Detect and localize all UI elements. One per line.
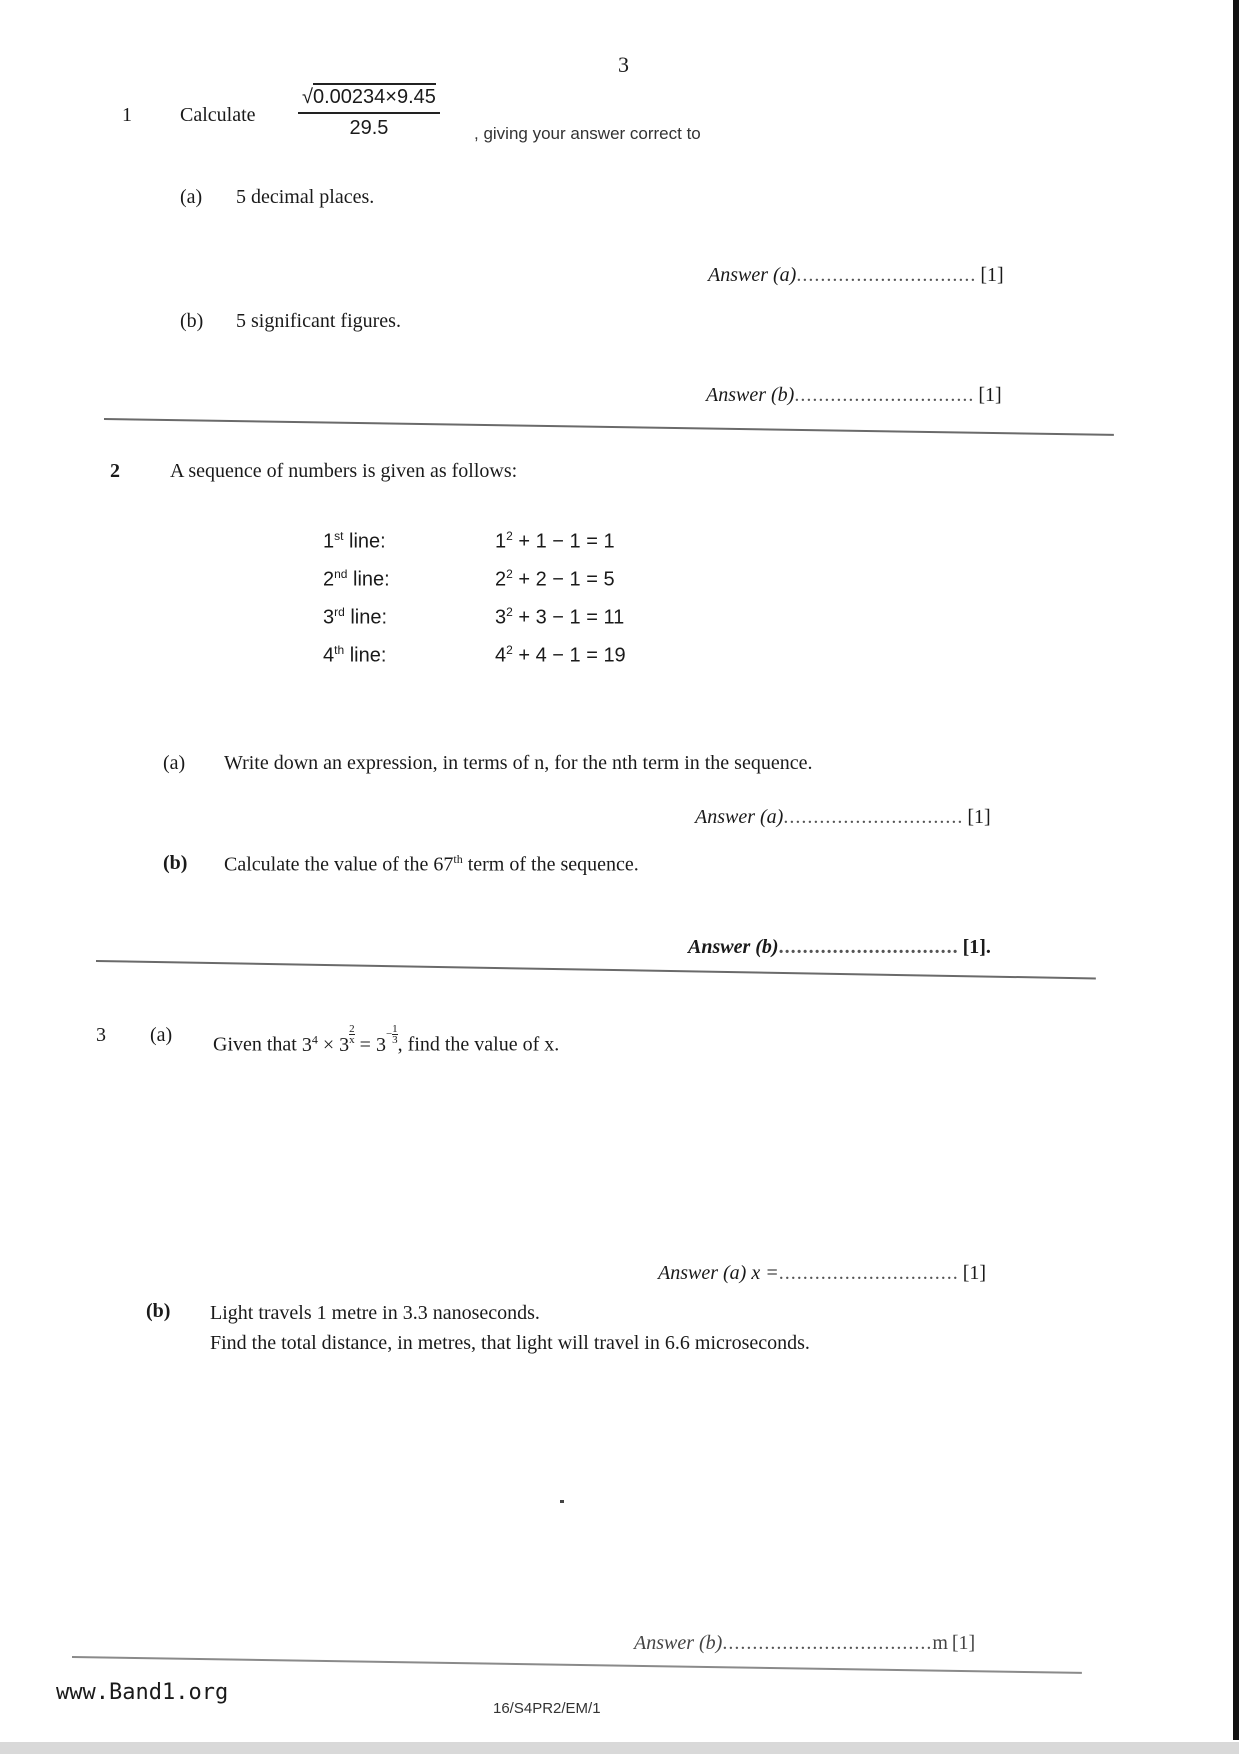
mark-allocation: [1] <box>951 1632 976 1654</box>
fraction-numerator <box>298 86 440 114</box>
section-divider <box>104 418 1114 436</box>
footer-website: www.Band1.org <box>56 1680 229 1705</box>
line-label: 4th line: <box>323 642 387 667</box>
question-2-number: 2 <box>110 460 120 482</box>
mark-allocation: [1] <box>980 264 1004 286</box>
line-label: 2nd line: <box>323 566 390 591</box>
q1a-answer-line <box>708 264 1004 287</box>
question-1-fraction <box>298 86 440 140</box>
question-1-prompt-start: Calculate <box>180 104 256 126</box>
answer-blank[interactable]: .............................. <box>794 384 975 406</box>
question-1-prompt-end: , giving your answer correct to <box>474 124 701 143</box>
section-divider <box>72 1656 1082 1674</box>
q2b-text: Calculate the value of the 67th term of the sequence. <box>224 852 639 876</box>
answer-blank[interactable]: .............................. <box>796 264 977 286</box>
q3a-label: (a) <box>150 1024 173 1046</box>
answer-label: Answer (a) <box>695 806 784 828</box>
sequence-row <box>323 522 626 560</box>
radicand: 0.00234×9.45 <box>313 83 436 108</box>
q2a-text: Write down an expression, in terms of n, for the nth term in the sequence. <box>224 752 813 774</box>
answer-variable: x = <box>751 1262 779 1284</box>
section-divider <box>96 960 1096 979</box>
line-expression: $1^2 + 1 - 1 = 1$ <box>495 528 615 553</box>
sequence-row <box>323 560 626 598</box>
fraction-denominator: 29.5 <box>349 117 389 139</box>
page-number: 3 <box>618 52 629 77</box>
q3b-answer-line <box>634 1632 975 1655</box>
sequence-row <box>323 598 626 636</box>
line-expression: $2^2 + 2 - 1 = 5$ <box>495 566 615 591</box>
mark-allocation: [1] <box>962 1262 987 1284</box>
q1a-label: (a) <box>180 186 203 208</box>
answer-blank[interactable]: .............................. <box>778 1262 959 1284</box>
q3b-label: (b) <box>146 1300 171 1322</box>
answer-blank[interactable]: ................................... <box>722 1632 933 1654</box>
question-1-number: 1 <box>122 104 132 126</box>
answer-label: Answer (a) <box>708 264 797 286</box>
answer-unit: m <box>932 1632 948 1654</box>
q3b-line-1: Light travels 1 metre in 3.3 nanoseconds. <box>210 1302 540 1324</box>
q3a-text: Given that $3^4 \times 3$ $\frac{2}{x}$ = 3 − $\frac{1}{3}$ , find the value of x. <box>213 1023 560 1056</box>
scan-bottom-edge <box>0 1742 1239 1754</box>
q2a-label: (a) <box>163 752 186 774</box>
question-3-number: 3 <box>96 1024 106 1046</box>
q2b-label: (b) <box>163 852 188 874</box>
q1b-answer-line <box>706 384 1002 407</box>
q3b-line-2: Find the total distance, in metres, that light will travel in 6.6 microseconds. <box>210 1332 810 1354</box>
answer-label: Answer (b) <box>706 384 795 406</box>
q2a-answer-line <box>695 806 991 829</box>
answer-label: Answer (b) <box>688 936 779 958</box>
line-label: 3rd line: <box>323 604 388 629</box>
answer-blank[interactable]: .............................. <box>783 806 964 828</box>
mark-allocation: [1]. <box>962 936 991 958</box>
line-expression: $3^2 + 3 - 1 = 11$ <box>495 604 625 629</box>
q1b-label: (b) <box>180 310 204 332</box>
mark-allocation: [1] <box>967 806 991 828</box>
line-expression: $4^2 + 4 - 1 = 19$ <box>495 642 626 667</box>
answer-blank[interactable]: .............................. <box>778 936 959 958</box>
sequence-table <box>323 522 626 674</box>
q1a-text: 5 decimal places. <box>236 186 375 208</box>
sequence-row <box>323 636 626 674</box>
exponent-fraction: − $\frac{1}{3}$ <box>385 1023 398 1046</box>
question-2-intro: A sequence of numbers is given as follows: <box>170 460 518 482</box>
answer-label: Answer (b) <box>634 1632 723 1654</box>
sqrt-icon: √ <box>302 86 313 108</box>
exponent-fraction: $\frac{2}{x}$ <box>349 1023 355 1046</box>
mark-allocation: [1] <box>978 384 1002 406</box>
equation: $3^4 \times 3$ $\frac{2}{x}$ = 3 − $\frac{1}{3}$ <box>301 1023 398 1056</box>
q3a-answer-line <box>658 1262 986 1285</box>
line-label: 1st line: <box>323 528 386 553</box>
scan-edge <box>1233 0 1239 1740</box>
answer-label: Answer (a) <box>658 1262 747 1284</box>
footer-paper-code: 16/S4PR2/EM/1 <box>493 1700 601 1717</box>
scan-speck <box>560 1500 564 1503</box>
q2b-answer-line <box>688 936 991 959</box>
q1b-text: 5 significant figures. <box>236 310 401 332</box>
